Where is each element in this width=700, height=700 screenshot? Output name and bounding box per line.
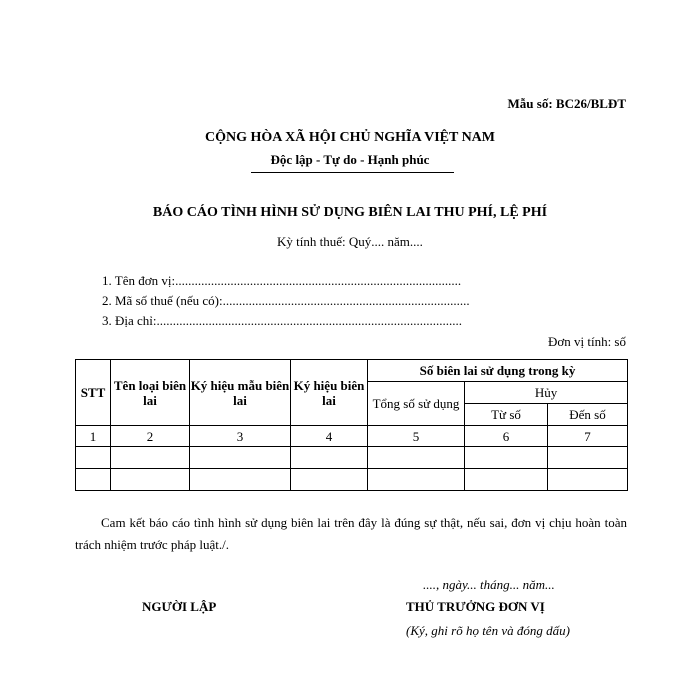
motto-underline: [251, 172, 454, 173]
col-number: 2: [111, 426, 190, 447]
table-cell: [190, 469, 291, 491]
col-number: 6: [465, 426, 548, 447]
unit-name-line: 1. Tên đơn vị:........................................................................................: [102, 273, 462, 288]
tax-period: Kỳ tính thuế: Quý.... năm....: [277, 234, 423, 249]
col-number: 4: [291, 426, 368, 447]
motto: Độc lập - Tự do - Hạnh phúc: [270, 152, 430, 167]
header-template-code: Ký hiệu mẫu biên lai: [190, 360, 291, 426]
header-to-no: Đến số: [548, 404, 628, 426]
form-code: Mẫu số: BC26/BLĐT: [507, 96, 626, 111]
unit-head-label: THỦ TRƯỞNG ĐƠN VỊ: [406, 599, 545, 614]
header-total-used: Tổng số sử dụng: [368, 382, 465, 426]
table-cell: [111, 469, 190, 491]
column-number-row: [76, 426, 628, 447]
address-line: 3. Địa chỉ:..............................................................................................: [102, 313, 463, 328]
table-cell: [76, 469, 111, 491]
table-cell: [76, 447, 111, 469]
receipt-usage-table: [75, 359, 628, 491]
date-line: ...., ngày... tháng... năm...: [423, 577, 555, 592]
table-cell: [291, 447, 368, 469]
col-number: 3: [190, 426, 291, 447]
table-row: [76, 447, 628, 469]
header-receipt-type: Tên loại biên lai: [111, 360, 190, 426]
unit-label: Đơn vị tính: số: [547, 334, 626, 349]
tax-code-line: 2. Mã số thuế (nếu có):............................................................................: [102, 293, 470, 308]
col-number: 5: [368, 426, 465, 447]
header-stt: STT: [76, 360, 111, 426]
header-used-in-period: Số biên lai sử dụng trong kỳ: [368, 360, 628, 382]
table-cell: [548, 447, 628, 469]
table-cell: [111, 447, 190, 469]
header-cancelled: Hủy: [465, 382, 628, 404]
table-cell: [548, 469, 628, 491]
sign-note: (Ký, ghi rõ họ tên và đóng dấu): [406, 623, 570, 638]
table-cell: [465, 469, 548, 491]
table-cell: [291, 469, 368, 491]
table-cell: [368, 469, 465, 491]
nation-heading: CỘNG HÒA XÃ HỘI CHỦ NGHĨA VIỆT NAM: [204, 130, 495, 145]
table-cell: [190, 447, 291, 469]
table-cell: [465, 447, 548, 469]
report-title: BÁO CÁO TÌNH HÌNH SỬ DỤNG BIÊN LAI THU PHÍ, LỆ PHÍ: [152, 205, 548, 220]
col-number: 1: [76, 426, 111, 447]
header-receipt-symbol: Ký hiệu biên lai: [291, 360, 368, 426]
commitment-paragraph: Cam kết báo cáo tình hình sử dụng biên lai trên đây là đúng sự thật, nếu sai, đơn vị chịu hoàn toàn trách nhiệm trước pháp luật./.: [75, 515, 627, 552]
col-number: 7: [548, 426, 628, 447]
header-from-no: Từ số: [465, 404, 548, 426]
table-cell: [368, 447, 465, 469]
table-row: [76, 469, 628, 491]
preparer-label: NGƯỜI LẬP: [142, 599, 217, 614]
